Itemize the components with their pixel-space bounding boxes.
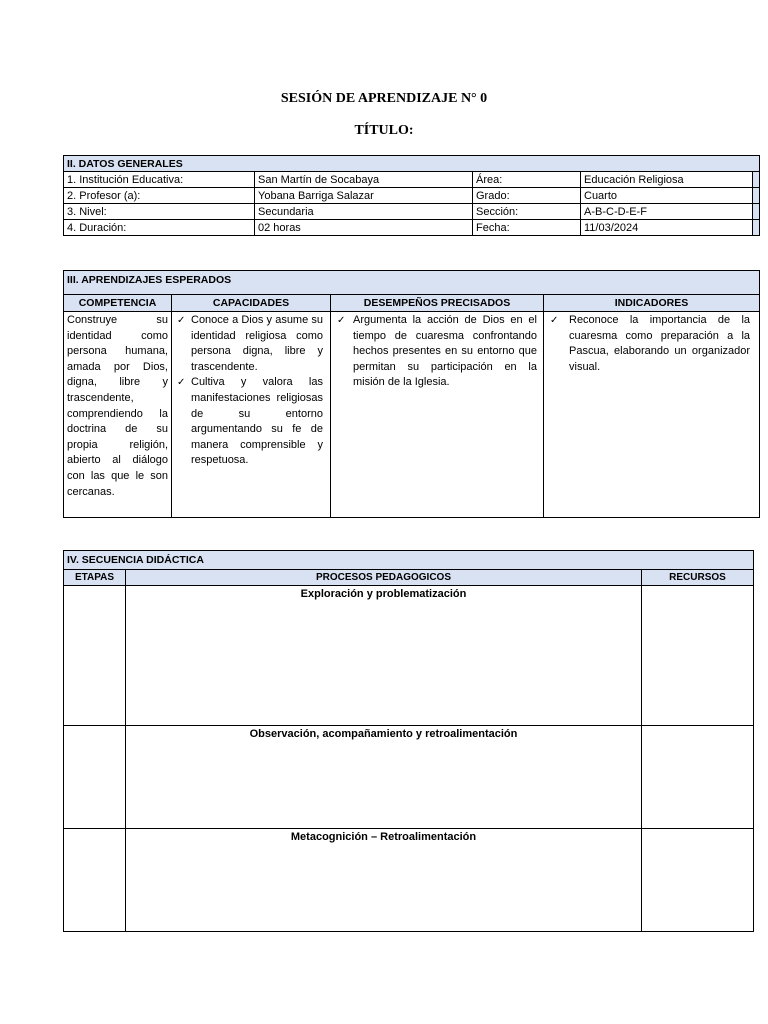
section-header-row [64,156,760,172]
indicador-item [550,313,750,375]
field-label: 4. Duración: [64,220,255,236]
proceso-cell [126,829,642,932]
field-label: Sección: [473,204,581,220]
secuencia-heading: IV. SECUENCIA DIDÁCTICA [64,551,754,570]
proceso-cell [126,586,642,726]
row-filler [753,204,760,220]
recursos-cell [642,586,754,726]
datos-generales-heading: II. DATOS GENERALES [64,156,760,172]
field-label: 1. Institución Educativa: [64,172,255,188]
section-header-row [64,271,760,295]
field-value: A-B-C-D-E-F [581,204,753,220]
proceso-title: Metacognición – Retroalimentación [290,831,477,843]
table-row [64,188,760,204]
check-icon [550,313,562,329]
check-icon [177,375,189,391]
indicador-text: Reconoce la importancia de la cuaresma como preparación a la Pascua, elaborando un organizador visual. [569,314,751,373]
capacidad-item [177,313,323,375]
desempeno-item [337,313,537,391]
capacidad-text: Cultiva y valora las manifestaciones religiosas de su entorno argumentando su fe de manera comprensible y respetuosa. [191,376,323,467]
column-header-competencia: COMPETENCIA [64,295,172,312]
secuencia-table [63,550,754,932]
field-value: Educación Religiosa [581,172,753,188]
field-label: 3. Nivel: [64,204,255,220]
aprendizajes-heading: III. APRENDIZAJES ESPERADOS [64,271,760,295]
aprendizajes-table [63,270,760,518]
session-subtitle: TÍTULO: [354,123,414,138]
field-label: Fecha: [473,220,581,236]
column-header-recursos: RECURSOS [642,570,754,586]
section-header-row [64,551,754,570]
table-row [64,829,754,932]
check-icon [337,313,349,329]
field-value: 11/03/2024 [581,220,753,236]
etapa-cell [64,586,126,726]
recursos-cell [642,726,754,829]
proceso-cell [126,726,642,829]
competencia-text: Construye su identidad como persona humana, amada por Dios, digna, libre y trascendente, comprendiendo la doctrina de su propia religión, abierto al diálogo con las que le son cercanas. [67,314,168,498]
field-label: Área: [473,172,581,188]
check-icon [177,313,189,329]
table-row [64,220,760,236]
column-header-row [64,570,754,586]
row-filler [753,220,760,236]
table-row [64,312,760,518]
column-header-capacidades: CAPACIDADES [172,295,331,312]
column-header-procesos: PROCESOS PEDAGOGICOS [126,570,642,586]
column-header-etapas: ETAPAS [64,570,126,586]
row-filler [753,188,760,204]
proceso-title: Exploración y problematización [300,588,467,600]
field-value: 02 horas [255,220,473,236]
column-header-row [64,295,760,312]
capacidades-cell [172,312,331,518]
etapa-cell [64,726,126,829]
desempeno-text: Argumenta la acción de Dios en el tiempo de cuaresma confrontando hechos presentes en su entorno que permitan su participación en la misión de la Iglesia. [353,314,537,389]
column-header-indicadores: INDICADORES [544,295,760,312]
competencia-cell [64,312,172,518]
recursos-cell [642,829,754,932]
row-filler [753,172,760,188]
table-row [64,204,760,220]
indicadores-cell [544,312,760,518]
capacidad-text: Conoce a Dios y asume su identidad religiosa como persona digna, libre y trascendente. [191,314,323,373]
field-value: Cuarto [581,188,753,204]
session-title: SESIÓN DE APRENDIZAJE N° 0 [280,91,488,106]
table-row [64,726,754,829]
capacidad-item [177,375,323,469]
field-label: 2. Profesor (a): [64,188,255,204]
column-header-desempenos: DESEMPEÑOS PRECISADOS [331,295,544,312]
table-row [64,172,760,188]
field-value: Yobana Barriga Salazar [255,188,473,204]
etapa-cell [64,829,126,932]
proceso-title: Observación, acompañamiento y retroalimentación [249,728,518,740]
desempenos-cell [331,312,544,518]
field-value: Secundaria [255,204,473,220]
datos-generales-table [63,155,760,236]
field-label: Grado: [473,188,581,204]
field-value: San Martín de Socabaya [255,172,473,188]
table-row [64,586,754,726]
